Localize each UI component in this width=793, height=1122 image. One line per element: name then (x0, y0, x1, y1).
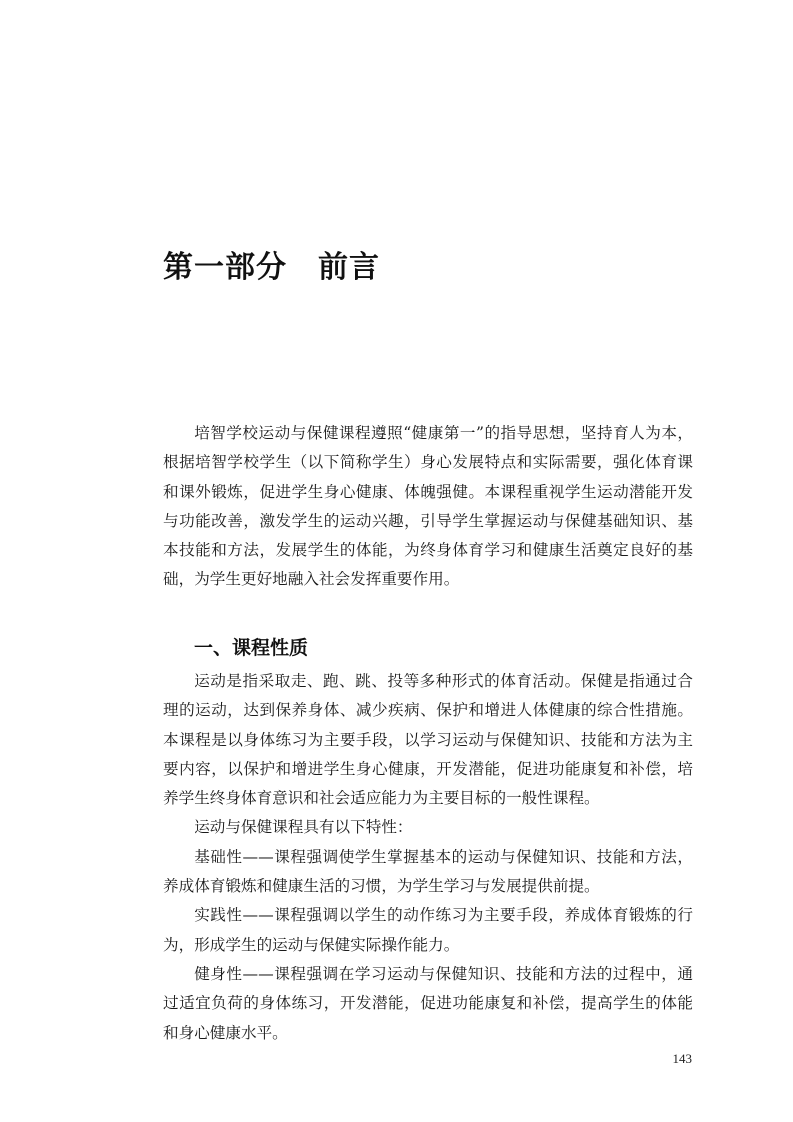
page-number: 143 (672, 1051, 692, 1066)
section-heading: 一、课程性质 (194, 637, 309, 659)
part-title: 第一部分 前言 (163, 250, 380, 286)
section-paragraph: 运动是指采取走、跑、跳、投等多种形式的体育活动。保健是指通过合理的运动，达到保养身体、减少疾病、保护和增进人体健康的综合性措施。本课程是以身体练习为主要手段，以学习运动与保健知识、技能和方法为主要内容，以保护和增进学生身心健康，开发潜能，促进功能康复和补偿，培养学生终身体育意识和社会适应能力为主要目标的一般性课程。 (163, 672, 693, 808)
section-paragraph: 实践性——课程强调以学生的动作练习为主要手段，养成体育锻炼的行为，形成学生的运动与保健实际操作能力。 (163, 906, 693, 954)
intro-block (163, 419, 693, 595)
section-paragraph: 基础性——课程强调使学生掌握基本的运动与保健知识、技能和方法，养成体育锻炼和健康生活的习惯，为学生学习与发展提供前提。 (163, 847, 693, 896)
section-paragraph: 健身性——课程强调在学习运动与保健知识、技能和方法的过程中，通过适宜负荷的身体练习，开发潜能，促进功能康复和补偿，提高学生的体能和身心健康水平。 (163, 964, 693, 1042)
section-body (163, 667, 693, 1048)
intro-paragraph: 培智学校运动与保健课程遵照“健康第一”的指导思想，坚持育人为本，根据培智学校学生（以下简称学生）身心发展特点和实际需要，强化体育课和课外锻炼，促进学生身心健康、体魄强健。本课程重视学生运动潜能开发与功能改善，激发学生的运动兴趣，引导学生掌握运动与保健基础知识、基本技能和方法，发展学生的体能，为终身体育学习和健康生活奠定良好的基础，为学生更好地融入社会发挥重要作用。 (163, 424, 693, 589)
section-paragraph: 运动与保健课程具有以下特性： (194, 818, 413, 837)
